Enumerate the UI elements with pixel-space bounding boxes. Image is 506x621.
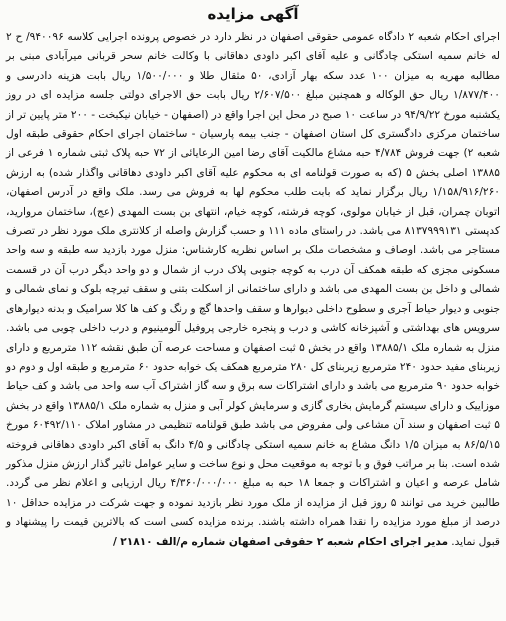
notice-body-text: اجرای احکام شعبه ۲ دادگاه عمومی حقوقی اصفهان در نظر دارد در خصوص پرونده اجرایی کلاسه ۹۴۰۰۹۶/ ح ۲ له خانم سمیه استکی چادگانی و علیه آقای اکبر داودی دهاقانی با وکالت خانم سحر قربانی میرآبادی مبنی بر مطالبه مهریه به میزان ۱۰۰ عدد سکه بهار آزادی، ۵۰ مثقال طلا و ۱/۵۰۰/۰۰۰ ریال بابت هزینه دادرسی و ۱/۸۷۷/۴۰۰ ریال حق الوکاله و همچنین مبلغ ۲/۶۰۷/۵۰۰ ریال بابت حق الاجرای دولتی جلسه مزایده ای در روز یکشنبه مورخ ۹۴/۹/۲۲ در ساعت ۱۰ صبح در محل این اجرا واقع در (اصفهان - خیابان نیکبخت - ۲۰۰ متر پایین تر از ساختمان مرکزی دادگستری کل استان اصفهان - جنب بیمه پارسیان - ساختمان اجرای احکام حقوقی طبقه اول شعبه ۲) جهت فروش ۴/۷۸۴ حبه مشاع مالکیت آقای رضا امین الرعایائی از ۷۲ حبه پلاک ثبتی شماره ۱ فرعی از ۱۳۸۸۵ اصلی بخش ۵ (که به صورت قولنامه ای به محکوم علیه آقای اکبر داودی دهاقانی واگذار شده) به ارزش ۱/۱۵۸/۹۱۶/۲۶۰ ریال برگزار نماید که بابت طلب محکوم لها به فروش می رسد. ملک واقع در آدرس اصفهان، اتوبان چمران، قبل از خیابان مولوی، کوچه فرشته، کوچه خیام، انتهای بن بست المهدی (عج)، ساختمان مروارید، کدپستی ۸۱۳۷۹۹۹۱۳۱ می باشد. در راستای ماده ۱۱۱ و حسب گزارش واصله از کلانتری ملک مورد نظر در تصرف مستاجر می باشد. اوصاف و مشخصات ملک بر اساس نظریه کارشناس: منزل مورد بازدید سه طبقه و سه واحد مسکونی مجزی که طبقه همکف آن درب به کوچه جنوبی پلاک درب از شمال و دو واحد دیگر درب آن در قسمت شمالی و داخل بن بست المهدی می باشد و دارای ساختمانی از اسکلت بتنی و سقف تیرچه بلوک و نمای شمالی و جنوبی و دیوار حیاط آجری و سطوح داخلی دیوارها و سقف واحدها گچ و رنگ و کف ها کلا سرامیک و بدنه دیوارهای سرویس های بهداشتی و آشپزخانه کاشی و درب و پنجره خارجی پروفیل آلومینیوم و درب داخلی چوبی می باشد. منزل به شماره ملک ۱۳۸۸۵/۱ واقع در بخش ۵ ثبت اصفهان و مساحت عرصه آن طبق نقشه ۱۱۲ مترمربع و دارای زیربنای مفید حدود ۲۴۰ مترمربع زیربنای کل ۲۸۰ مترمربع همکف یک خوابه حدود ۶۰ مترمربع و طبقه اول و دوم دو خوابه حدود ۹۰ مترمربع می باشد و دارای اشتراکات سه برق و سه گاز اشتراک آب سه واحد می باشد و کف حیاط موزاییک و دارای سیستم گرمایش بخاری گازی و سرمایش کولر آبی و منزل به شماره ملک ۱۳۸۸۵/۱ واقع در بخش ۵ ثبت اصفهان و سند آن مشاعی ولی مفروض می باشد طبق قولنامه تنظیمی در مشاور املاک ۶۰۴۹۲/۱۱۰ مورخ ۸۶/۵/۱۵ به میزان ۱/۵ دانگ مشاع به خانم سمیه استکی چادگانی و ۴/۵ دانگ به آقای اکبر داودی دهاقانی فروخته شده است. بنا بر مراتب فوق و با توجه به موقعیت محل و نوع ساخت و سایر عوامل تاثیر گذار ارزش منزل مذکور شامل عرصه و اعیان و اشتراکات و جمعا ۱۸ حبه به مبلغ ۴/۳۶۰/۰۰۰/۰۰۰ ریال ارزیابی و اعلام نظر می گردد. طالبین خرید می توانند ۵ روز قبل از مزایده از ملک مورد نظر بازدید نموده و جهت شرکت در مزایده حداقل ۱۰ درصد از مبلغ مورد مزایده را نقدا همراه داشته باشند. برنده مزایده کسی است که بالاترین قیمت را پیشنهاد و قبول نماید. — [6, 31, 501, 548]
notice-title: آگهی مزایده — [207, 5, 299, 23]
notice-signature: مدیر اجرای احکام شعبه ۲ حقوقی اصفهان شماره م/الف ۲۱۸۱۰ / — [112, 535, 449, 548]
notice-body — [6, 28, 500, 552]
notice-text — [6, 28, 500, 552]
